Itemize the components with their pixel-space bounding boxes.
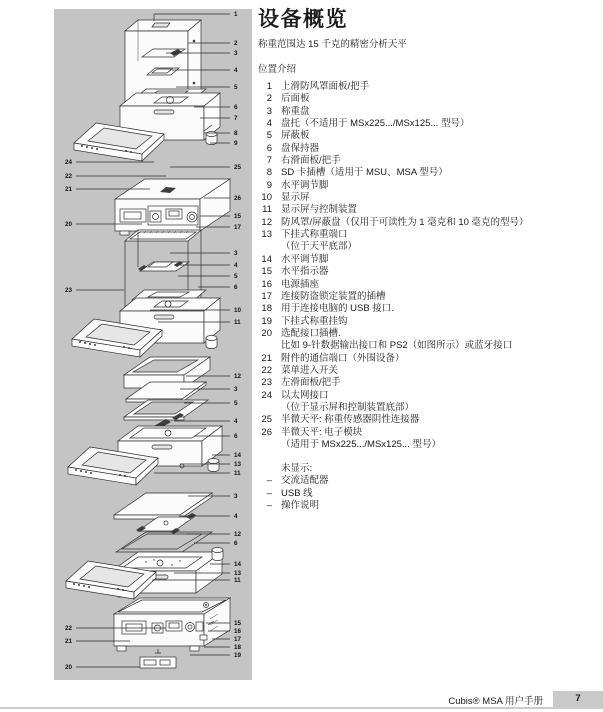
part-number: 11 [262, 204, 272, 216]
diagram-callout-number: 18 [234, 644, 242, 652]
diagram-callout-number: 16 [234, 628, 242, 636]
part-number: 22 [261, 364, 272, 376]
part-number: 25 [261, 414, 272, 426]
diagram-callout-number: 19 [234, 652, 242, 660]
diagram-callout-number: 6 [234, 540, 238, 548]
diagram-callout-number: 4 [234, 67, 238, 75]
diagram-callout-number: 11 [234, 470, 241, 478]
diagram-callout-number: 12 [234, 531, 242, 539]
diagram-callout-number: 22 [64, 625, 72, 633]
part-text: 称重盘 [281, 105, 310, 117]
diagram-callout-number: 6 [234, 284, 238, 292]
diagram-callout-number: 3 [234, 250, 238, 258]
diagram-callout-number: 4 [234, 262, 238, 270]
diagram-callout-number: 23 [64, 287, 72, 295]
part-text: 下挂式称重端口 [281, 229, 348, 241]
part-number: 5 [266, 130, 272, 142]
part-number [258, 402, 272, 414]
footer-rule [0, 707, 603, 709]
part-number: 6 [266, 142, 272, 154]
part-number [258, 439, 272, 451]
diagram-callout-number: 2 [234, 40, 238, 48]
diagram-callout-number: 11 [234, 577, 241, 585]
part-number: 4 [266, 118, 272, 130]
not-shown-item: 交流适配器 [281, 475, 329, 487]
diagram-callout-number: 6 [234, 104, 238, 112]
list-item [258, 241, 529, 253]
list-item [258, 377, 529, 389]
diagram-callout-number: 11 [234, 319, 241, 327]
part-number: 23 [261, 377, 272, 389]
diagram-callout-number: 13 [234, 570, 242, 578]
page-title: 设备概览 [258, 8, 348, 31]
diagram-callout-number: 1 [234, 11, 238, 19]
diagram-callout-number: 5 [234, 84, 238, 92]
part-text: 防风罩/屏蔽盘（仅用于可读性为 1 毫克和 10 毫克的型号） [281, 216, 529, 228]
diagram-callout-number: 3 [234, 493, 238, 501]
diagram-callout-number: 14 [234, 452, 242, 460]
part-number: 13 [261, 229, 272, 241]
list-item [258, 81, 529, 93]
part-text: 上滑防风罩面板/把手 [281, 81, 370, 92]
diagram-panel [54, 9, 252, 680]
list-item [258, 291, 529, 303]
part-number: 18 [261, 303, 272, 315]
part-number: 15 [261, 266, 272, 278]
list-item [258, 118, 529, 130]
list-item [258, 180, 529, 192]
part-text: 附件的通信端口（外围设备） [281, 352, 405, 364]
part-text: 比如 9-针数据输出接口和 PS2（如图所示）或蓝牙接口 [281, 340, 513, 352]
part-text: 用于连接电脑的 USB 接口. [281, 303, 394, 315]
part-number [258, 241, 272, 253]
not-shown-section [258, 463, 329, 512]
list-item [258, 316, 529, 328]
list-item [258, 167, 529, 179]
list-item [258, 192, 529, 204]
figure-balance-open-frame [72, 230, 220, 357]
part-number: 21 [261, 352, 272, 364]
list-item [258, 488, 329, 500]
part-number: 7 [266, 155, 272, 167]
part-text: 电源插座 [281, 278, 320, 290]
part-text: 选配接口插槽. [281, 327, 341, 339]
part-text: （适用于 MSx225.../MSx125... 型号） [281, 438, 441, 450]
part-text: 水平指示器 [281, 266, 329, 278]
part-text: 显示屏 [281, 192, 310, 204]
diagram-svg [54, 9, 252, 680]
part-number: 17 [261, 290, 272, 302]
footer-manual-title: Cubis® MSA 用户手册 [448, 696, 543, 707]
list-item [258, 390, 529, 402]
list-item [258, 143, 529, 155]
diagram-callout-number: 21 [64, 638, 72, 646]
list-item [258, 475, 329, 487]
list-item [258, 427, 529, 439]
diagram-callout-number: 25 [234, 164, 242, 172]
diagram-callout-number: 8 [234, 130, 238, 138]
list-item [258, 266, 529, 278]
list-item [258, 204, 529, 216]
list-item [258, 439, 529, 451]
diagram-callout-number: 3 [234, 50, 238, 58]
list-item [258, 414, 529, 426]
list-item [258, 217, 529, 229]
diagram-callout-number: 17 [234, 224, 242, 232]
list-item [258, 353, 529, 365]
diagram-callout-number: 14 [234, 561, 242, 569]
diagram-callout-number: 4 [234, 418, 238, 426]
part-text: 屏蔽板 [281, 130, 310, 142]
not-shown-list [258, 475, 329, 512]
diagram-callout-number: 22 [64, 173, 72, 181]
list-item [258, 279, 529, 291]
part-number: 10 [261, 192, 272, 204]
part-number: 24 [261, 389, 272, 401]
part-text: 水平调节脚 [281, 179, 329, 191]
list-item [258, 365, 529, 377]
part-number: 14 [261, 253, 272, 265]
list-item [258, 130, 529, 142]
diagram-callout-number: 6 [234, 433, 238, 441]
part-text: 右滑面板/把手 [281, 155, 341, 167]
diagram-callout-number: 4 [234, 513, 238, 521]
bullet-dash: – [266, 500, 272, 512]
part-text: SD 卡插槽（适用于 MSU、MSA 型号） [281, 167, 448, 179]
not-shown-item: 操作说明 [281, 500, 320, 512]
diagram-callout-number: 24 [64, 159, 72, 167]
part-text: 盘保持器 [281, 142, 320, 154]
part-text: 水平调节脚 [281, 253, 329, 265]
diagram-callout-number: 5 [234, 273, 238, 281]
part-number: 20 [261, 327, 272, 339]
diagram-callout-number: 7 [234, 115, 238, 123]
part-text: 盘托（不适用于 MSx225.../MSx125... 型号） [281, 118, 470, 130]
part-number: 1 [266, 81, 272, 92]
diagram-callout-number: 20 [64, 664, 72, 672]
page-number-badge: 7 [553, 691, 603, 707]
bullet-dash: – [266, 487, 272, 499]
list-item [258, 155, 529, 167]
diagram-callout-number: 15 [234, 213, 242, 221]
part-text: 下挂式称重挂钩 [281, 315, 348, 327]
list-item [258, 93, 529, 105]
bullet-dash: – [266, 475, 272, 487]
part-text: 半微天平: 电子模块 [281, 426, 363, 438]
list-item [258, 402, 529, 414]
part-text: 显示屏与控制装置 [281, 204, 358, 216]
part-number: 12 [261, 216, 272, 228]
diagram-callout-number: 17 [234, 636, 242, 644]
page-subtitle: 称重范围达 15 千克的精密分析天平 [258, 39, 407, 50]
diagram-callout-number: 15 [234, 620, 242, 628]
part-text: （位于天平底部） [281, 241, 358, 253]
figure-base-rear [114, 598, 230, 668]
not-shown-header [258, 463, 329, 475]
part-text: 以太网接口 [281, 389, 329, 401]
list-item [258, 500, 329, 512]
diagram-callout-number: 12 [234, 373, 242, 381]
part-number: 8 [266, 167, 272, 179]
part-number: 3 [266, 105, 272, 117]
diagram-callout-number: 5 [234, 400, 238, 408]
list-item [258, 229, 529, 241]
part-text: 菜单进入开关 [281, 364, 339, 376]
diagram-callout-number: 3 [234, 386, 238, 394]
figure-balance-draft-shield [74, 14, 220, 161]
figure-exploded-pan-flat [66, 493, 223, 599]
part-text: （位于显示屏和控制装置底部） [281, 401, 415, 413]
diagram-callout-number: 20 [64, 221, 72, 229]
list-item [258, 303, 529, 315]
diagram-callout-number: 13 [234, 461, 242, 469]
list-item [258, 340, 529, 352]
diagram-callout-number: 26 [234, 195, 242, 203]
part-number: 16 [261, 278, 272, 290]
part-number: 9 [266, 179, 272, 191]
section-label: 位置介绍 [258, 64, 297, 75]
part-text: 连接防盗锁定装置的插槽 [281, 290, 386, 302]
list-item [258, 328, 529, 340]
list-item [258, 254, 529, 266]
not-shown-item: USB 线 [281, 487, 313, 499]
list-item [258, 106, 529, 118]
parts-list [258, 81, 529, 451]
part-text: 左滑面板/把手 [281, 377, 341, 389]
not-shown-label: 未显示: [281, 463, 313, 474]
part-number: 19 [261, 315, 272, 327]
part-number: 2 [266, 93, 272, 105]
part-number: 26 [261, 426, 272, 438]
diagram-callout-number: 21 [64, 186, 72, 194]
part-text: 半微天平: 称重传感器阴性连接器 [281, 414, 420, 426]
diagram-callout-number: 9 [234, 140, 238, 148]
diagram-callout-number: 10 [234, 307, 242, 315]
part-number [258, 340, 272, 352]
part-text: 后面板 [281, 93, 310, 105]
